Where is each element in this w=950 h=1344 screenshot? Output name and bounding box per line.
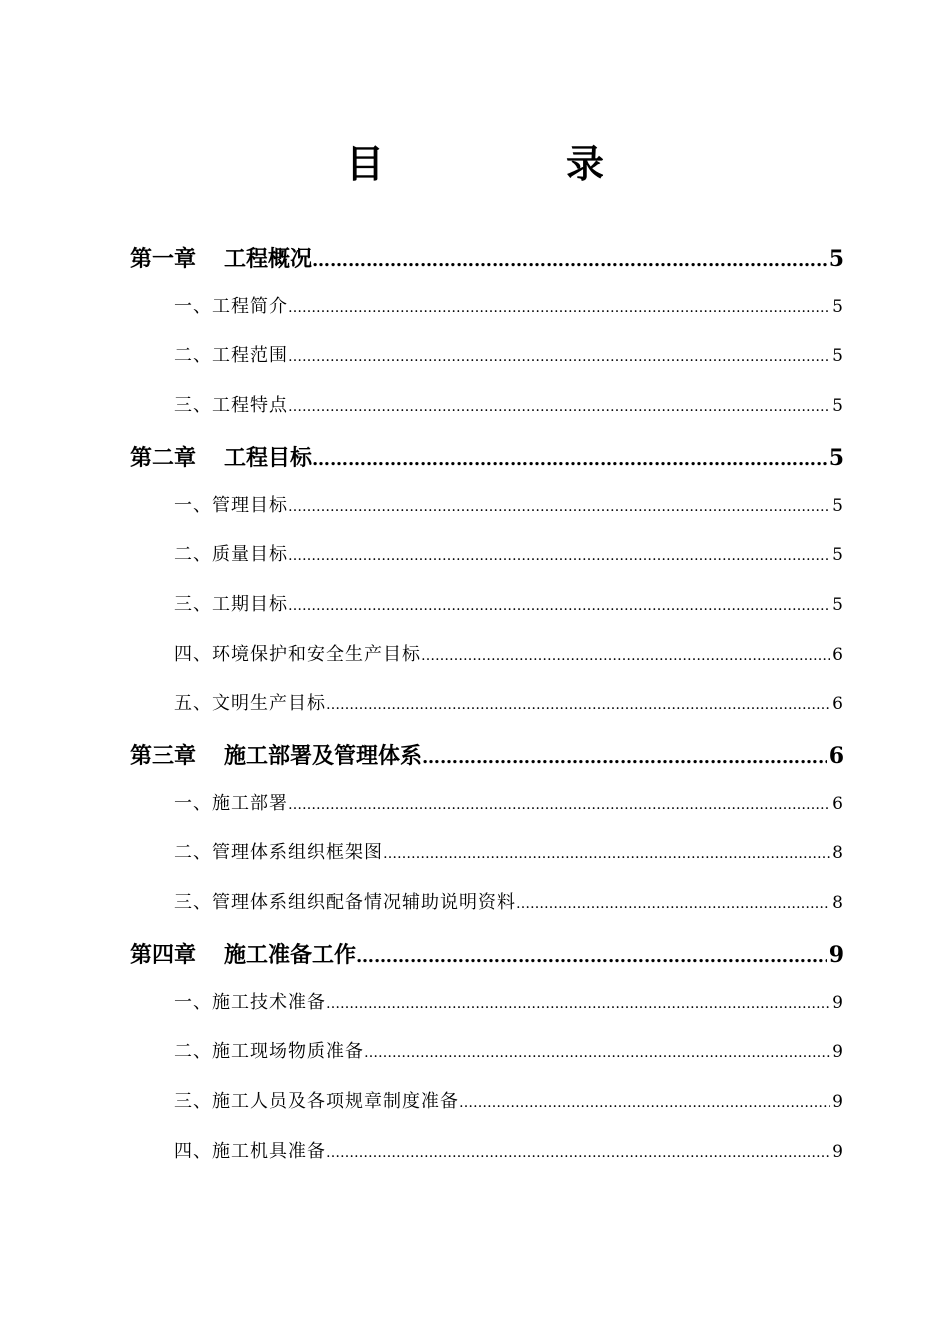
toc-page-number: 6 <box>832 694 844 714</box>
toc-entry-title: 文明生产目标 <box>212 693 326 714</box>
toc-entry-title: 施工部署 <box>212 793 288 814</box>
toc-entry-number: 四、 <box>174 1141 212 1162</box>
toc-page-number: 6 <box>832 794 844 814</box>
toc-dot-leader <box>288 548 830 564</box>
toc-section-entry[interactable] <box>174 1137 844 1169</box>
toc-page-number: 8 <box>832 843 844 863</box>
toc-section-entry[interactable] <box>174 689 844 721</box>
toc-section-entry[interactable] <box>174 590 844 622</box>
toc-entry-number: 第四章 <box>130 942 197 968</box>
toc-page-number: 5 <box>832 396 844 416</box>
toc-entry-title: 工期目标 <box>212 594 288 615</box>
toc-chapter-entry[interactable] <box>130 441 844 473</box>
toc-entry-number: 五、 <box>174 693 212 714</box>
toc-entry-number: 二、 <box>174 1041 212 1062</box>
toc-entry-title: 工程目标 <box>224 445 313 471</box>
toc-entry-number: 第三章 <box>130 743 197 769</box>
toc-entry-title: 质量目标 <box>212 544 288 565</box>
toc-dot-leader <box>288 300 830 316</box>
toc-dot-leader <box>312 449 827 470</box>
toc-chapter-entry[interactable] <box>130 242 844 274</box>
toc-page-number: 5 <box>832 496 844 516</box>
toc-chapter-entry[interactable] <box>130 739 844 771</box>
toc-page-number: 5 <box>828 246 844 272</box>
toc-entry-title: 施工部署及管理体系 <box>224 743 423 769</box>
toc-entry-number: 三、 <box>174 395 212 416</box>
toc-dot-leader <box>288 349 830 365</box>
toc-dot-leader <box>516 896 830 912</box>
toc-entry-number: 三、 <box>174 1091 212 1112</box>
toc-dot-leader <box>356 946 827 967</box>
toc-section-entry[interactable] <box>174 988 844 1020</box>
toc-section-entry[interactable] <box>174 292 844 324</box>
toc-dot-leader <box>288 499 830 515</box>
toc-page-number: 9 <box>828 942 844 968</box>
toc-page-number: 6 <box>832 645 844 665</box>
toc-dot-leader <box>421 648 830 664</box>
toc-dot-leader <box>288 399 830 415</box>
toc-entry-title: 施工准备工作 <box>224 942 357 968</box>
toc-page-number: 9 <box>832 1092 844 1112</box>
toc-entry-number: 一、 <box>174 793 212 814</box>
toc-section-entry[interactable] <box>174 838 844 870</box>
toc-dot-leader <box>422 747 827 768</box>
toc-page-number: 9 <box>832 993 844 1013</box>
toc-entry-number: 一、 <box>174 296 212 317</box>
toc-section-entry[interactable] <box>174 1037 844 1069</box>
toc-page-number: 9 <box>832 1142 844 1162</box>
toc-dot-leader <box>383 846 830 862</box>
toc-entry-number: 一、 <box>174 992 212 1013</box>
toc-page-number: 5 <box>832 297 844 317</box>
toc-entry-title: 施工现场物质准备 <box>212 1041 364 1062</box>
toc-page-number: 5 <box>832 545 844 565</box>
toc-page-number: 6 <box>828 743 844 769</box>
toc-entry-title: 工程范围 <box>212 345 288 366</box>
page-title: 目 录 <box>345 141 676 186</box>
toc-dot-leader <box>312 250 827 271</box>
toc-entry-title: 施工技术准备 <box>212 992 326 1013</box>
toc-page-number: 5 <box>828 445 844 471</box>
toc-entry-number: 四、 <box>174 644 212 665</box>
toc-entry-title: 工程简介 <box>212 296 288 317</box>
toc-dot-leader <box>288 797 830 813</box>
toc-section-entry[interactable] <box>174 391 844 423</box>
toc-entry-number: 一、 <box>174 495 212 516</box>
toc-entry-number: 第一章 <box>130 246 197 272</box>
toc-entry-number: 三、 <box>174 594 212 615</box>
toc-dot-leader <box>459 1095 830 1111</box>
toc-entry-title: 工程概况 <box>224 246 313 272</box>
toc-section-entry[interactable] <box>174 1087 844 1119</box>
toc-section-entry[interactable] <box>174 789 844 821</box>
toc-dot-leader <box>364 1045 830 1061</box>
toc-entry-title: 管理体系组织框架图 <box>212 842 383 863</box>
toc-page-number: 5 <box>832 595 844 615</box>
toc-dot-leader <box>326 697 830 713</box>
toc-page-number: 5 <box>832 346 844 366</box>
toc-section-entry[interactable] <box>174 640 844 672</box>
toc-entry-number: 二、 <box>174 345 212 366</box>
toc-section-entry[interactable] <box>174 888 844 920</box>
toc-dot-leader <box>288 598 830 614</box>
toc-page-number: 8 <box>832 893 844 913</box>
toc-section-entry[interactable] <box>174 491 844 523</box>
toc-section-entry[interactable] <box>174 341 844 373</box>
toc-entry-title: 环境保护和安全生产目标 <box>212 644 421 665</box>
toc-entry-title: 施工机具准备 <box>212 1141 326 1162</box>
toc-entry-number: 二、 <box>174 842 212 863</box>
toc-page-number: 9 <box>832 1042 844 1062</box>
toc-chapter-entry[interactable] <box>130 938 844 970</box>
toc-section-entry[interactable] <box>174 540 844 572</box>
toc-entry-title: 工程特点 <box>212 395 288 416</box>
toc-entry-number: 第二章 <box>130 445 197 471</box>
toc-dot-leader <box>326 996 830 1012</box>
toc-entry-number: 三、 <box>174 892 212 913</box>
toc-entry-number: 二、 <box>174 544 212 565</box>
toc-dot-leader <box>326 1145 830 1161</box>
toc-entry-title: 施工人员及各项规章制度准备 <box>212 1091 459 1112</box>
toc-entry-title: 管理体系组织配备情况辅助说明资料 <box>212 892 516 913</box>
toc-entry-title: 管理目标 <box>212 495 288 516</box>
